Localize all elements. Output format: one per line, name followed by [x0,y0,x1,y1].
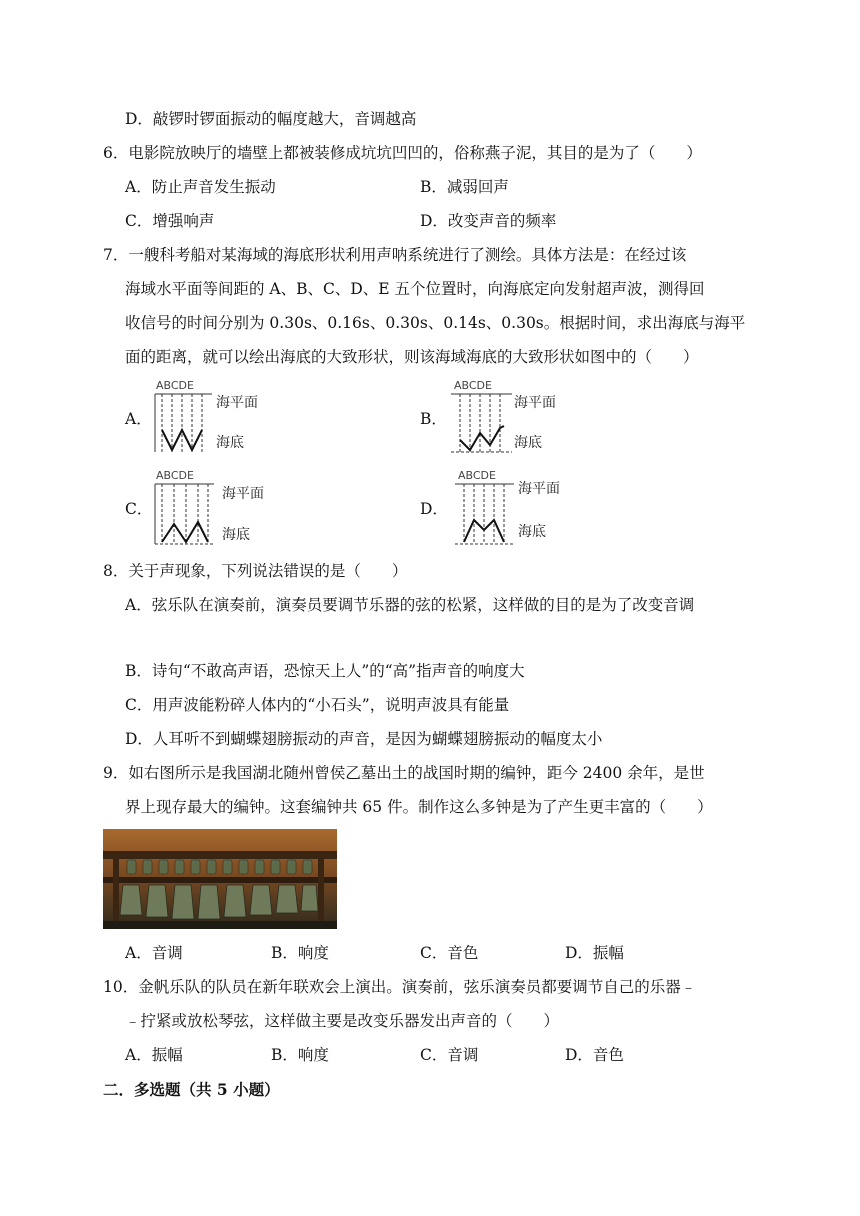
sonar-dash-lines [460,394,500,452]
q7-option-c-diagram[interactable] [152,468,276,546]
q8-option-d[interactable]: D．人耳听不到蝴蝶翅膀振动的声音，是因为蝴蝶翅膀振动的幅度太小 [125,730,603,748]
sea-floor-label: 海底 [514,435,542,451]
sonar-dash-lines [162,484,208,544]
q10-option-b[interactable]: B．响度 [271,1046,329,1064]
q9-option-a[interactable]: A．音调 [125,944,183,962]
q9-option-b[interactable]: B．响度 [271,944,329,962]
q10-line-2: ﹣拧紧或放松琴弦，这样做主要是改变乐器发出声音的（ ） [125,1012,560,1030]
q6-option-c[interactable]: C．增强响声 [125,212,215,230]
diagram-points-label: ABCDE [156,379,194,392]
diagram-points-label: ABCDE [454,379,492,392]
q8-option-a[interactable]: A．弦乐队在演奏前，演奏员要调节乐器的弦的松紧，这样做的目的是为了改变音调 [125,596,695,614]
q6-stem: 6．电影院放映厅的墙壁上都被装修成坑坑凹凹的，俗称燕子泥，其目的是为了（ ） [103,144,702,162]
sea-floor-profile [162,522,208,542]
q7-option-b-label[interactable]: B． [420,410,447,428]
q6-option-d[interactable]: D．改变声音的频率 [420,212,557,230]
q10-option-d[interactable]: D．音色 [565,1046,624,1064]
sea-floor-label: 海底 [216,435,244,451]
sonar-dash-lines [464,484,504,544]
q10-line-1: 10．金帆乐队的队员在新年联欢会上演出。演奏前，弦乐演奏员都要调节自己的乐器﹣ [103,978,697,996]
q6-option-a[interactable]: A．防止声音发生振动 [125,178,276,196]
diagram-points-label: ABCDE [458,469,496,482]
q7-line-2: 海域水平面等间距的 A、B、C、D、E 五个位置时，向海底定向发射超声波，测得回 [125,280,705,298]
q7-option-b-diagram[interactable] [448,378,570,454]
q7-line-4: 面的距离，就可以绘出海底的大致形状，则该海域海底的大致形状如图中的（ ） [125,348,699,366]
diagram-points-label: ABCDE [156,469,194,482]
q10-option-a[interactable]: A．振幅 [125,1046,183,1064]
q9-option-d[interactable]: D．振幅 [565,944,624,962]
q7-option-d-label[interactable]: D． [420,500,448,518]
sea-level-label: 海平面 [518,481,560,497]
q8-option-b[interactable]: B．诗句“不敢高声语，恐惊天上人”的“高”指声音的响度大 [125,662,525,680]
sea-level-label: 海平面 [222,486,264,502]
sea-floor-profile [464,520,504,542]
q8-option-c[interactable]: C．用声波能粉碎人体内的“小石头”，说明声波具有能量 [125,696,510,714]
q7-option-c-label[interactable]: C． [125,500,153,518]
q5-option-d[interactable]: D．敲锣时锣面振动的幅度越大，音调越高 [125,110,417,128]
sea-level-label: 海平面 [514,395,556,411]
q7-option-d-diagram[interactable] [452,468,572,546]
q10-option-c[interactable]: C．音调 [420,1046,479,1064]
sea-floor-label: 海底 [518,524,546,540]
q7-option-a-diagram[interactable] [152,378,272,454]
q7-line-3: 收信号的时间分别为 0.30s、0.16s、0.30s、0.14s、0.30s。根据时间，求出海底与海平 [125,314,746,332]
q9-line-1: 9．如右图所示是我国湖北随州曾侯乙墓出土的战国时期的编钟，距今 2400 余年，是世 [103,764,705,782]
q9-line-2: 界上现存最大的编钟。这套编钟共 65 件。制作这么多钟是为了产生更丰富的（ ） [125,798,713,816]
q6-option-b[interactable]: B．减弱回声 [420,178,509,196]
sea-floor-label: 海底 [222,527,250,543]
q9-option-c[interactable]: C．音色 [420,944,479,962]
q8-stem: 8．关于声现象，下列说法错误的是（ ） [103,562,408,580]
q7-line-1: 7．一艘科考船对某海域的海底形状利用声呐系统进行了测绘。具体方法是：在经过该 [103,246,687,264]
sea-floor-profile [460,426,504,450]
section-heading: 二．多选题（共 5 小题） [103,1080,280,1099]
sea-level-label: 海平面 [216,395,258,411]
bianzhong-bells-photo [103,829,337,929]
q7-option-a-label[interactable]: A． [125,410,152,428]
